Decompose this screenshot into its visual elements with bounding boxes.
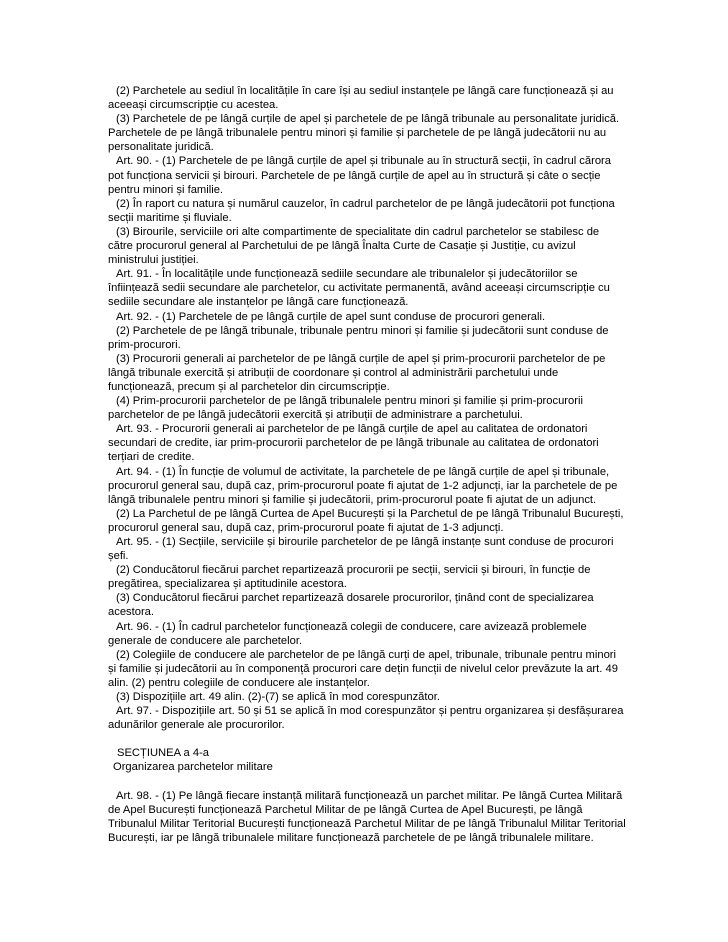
paragraph: (2) La Parchetul de pe lângă Curtea de Apel București și la Parchetul de pe lângă Tribunalul București, procurorul general sau, după caz, prim-procurorul poate fi ajutat de 1-3 adjuncți.: [108, 507, 624, 534]
paragraph: (2) Parchetele au sediul în localitățile în care își au sediul instanțele pe lângă care funcționează și au aceeași circumscripție cu acestea.: [108, 85, 614, 112]
paragraph: (3) Dispozițiile art. 49 alin. (2)-(7) se aplică în mod corespunzător.: [116, 691, 440, 704]
paragraph: (2) În raport cu natura și numărul cauzelor, în cadrul parchetelor de pe lângă judecătorii pot funcționa secții maritime și fluviale.: [108, 197, 615, 224]
paragraph: Art. 92. - (1) Parchetele de pe lângă curțile de apel sunt conduse de procurori generali.: [116, 310, 546, 323]
paragraph: (3) Parchetele de pe lângă curțile de apel și parchetele de pe lângă tribunale au personalitate juridică. Parchetele de pe lângă tribunalele pentru minori și familie și parchetele de pe lângă judecătorii nu au personalitate juridică.: [108, 113, 620, 154]
paragraph: Art. 94. - (1) În funcție de volumul de activitate, la parchetele de pe lângă curțile de apel și tribunale, procurorul general sau, după caz, prim-procurorul poate fi ajutat de 1-2 adjuncți, iar la parchetele de pe lângă tribunalele pentru minori și familie și judecătorii, prim-procurorul poate fi ajutat de un adjunct.: [108, 465, 618, 506]
paragraph: (3) Procurorii generali ai parchetelor de pe lângă curțile de apel și prim-procurorii parchetelor de pe lângă tribunale exercită și atribuții de coordonare și control al administrării parchetului unde funcționează, precum și al parchetelor din circumscripție.: [108, 352, 606, 393]
paragraph: Art. 97. - Dispozițiile art. 50 și 51 se aplică în mod corespunzător și pentru organizarea și desfășurarea adunărilor generale ale procurorilor.: [108, 705, 624, 732]
blank-line: [108, 732, 626, 746]
paragraph: Art. 98. - (1) Pe lângă fiecare instanță militară funcționează un parchet militar. Pe lângă Curtea Militară de Apel București funcționează Parchetul Militar de pe lângă Curtea de Apel București, pe lângă Tribunalul Militar Teritorial București funcționează Parchetul Militar de pe lângă Tribunalul Militar Teritorial București, iar pe lângă tribunalele militare funcționează parchetele de pe lângă tribunalele militare.: [108, 789, 626, 844]
section-heading: SECȚIUNEA a 4-a: [117, 747, 210, 760]
paragraph: (2) Colegiile de conducere ale parchetelor de pe lângă curți de apel, tribunale, tribunale pentru minori și familie și judecătorii au în componență procurori care dețin funcții de nivelul celor prevăzute la art. 49 alin. (2) pentru colegiile de conducere ale instanțelor.: [108, 648, 618, 689]
paragraph: Art. 91. - În localitățile unde funcționează sediile secundare ale tribunalelor și judecătoriilor se înființează sedii secundare ale parchetelor, cu activitate permanentă, având aceeași circumscripție cu sediile secundare ale instanțelor pe lângă care funcționează.: [108, 268, 610, 309]
blank-line: [108, 775, 626, 789]
paragraph: (3) Birourile, serviciile ori alte compartimente de specialitate din cadrul parchetelor se stabilesc de către procurorul general al Parchetului de pe lângă Înalta Curte de Casație și Justiție, cu avizul ministrului justiției.: [108, 225, 600, 267]
paragraph: (4) Prim-procurorii parchetelor de pe lângă tribunalele pentru minori și familie și prim-procurorii parchetelor de pe lângă judecătorii exercită și atribuții de administrare a parchetului.: [108, 395, 583, 422]
paragraph: Art. 93. - Procurorii generali ai parchetelor de pe lângă curțile de apel au calitatea de ordonatori secundari de credite, iar prim-procurorii parchetelor de pe lângă tribunale au calitatea de ordonatori terțiari de credite.: [108, 423, 599, 464]
paragraph: (3) Conducătorul fiecărui parchet repartizează dosarele procurorilor, ținând cont de specializarea acestora.: [108, 592, 594, 619]
paragraph: (2) Conducătorul fiecărui parchet repartizează procurorii pe secții, servicii și birouri, în funcție de pregătirea, specializarea și aptitudinile acestora.: [108, 564, 591, 591]
paragraph: Art. 96. - (1) În cadrul parchetelor funcționează colegii de conducere, care avizează problemele generale de conducere ale parchetelor.: [108, 620, 587, 647]
paragraph: (2) Parchetele de pe lângă tribunale, tribunale pentru minori și familie și judecătorii sunt conduse de prim-procurori.: [108, 324, 609, 351]
document-page: [108, 84, 626, 845]
paragraph: Art. 90. - (1) Parchetele de pe lângă curțile de apel și tribunale au în structură secții, în cadrul cărora pot funcționa servicii și birouri. Parchetele de pe lângă curțile de apel au în structură și câte o secție pentru minori și familie.: [108, 155, 611, 196]
section-subheading: Organizarea parchetelor militare: [113, 761, 273, 774]
paragraph: Art. 95. - (1) Secțiile, serviciile și birourile parchetelor de pe lângă instanțe sunt conduse de procurori șefi.: [108, 536, 614, 563]
